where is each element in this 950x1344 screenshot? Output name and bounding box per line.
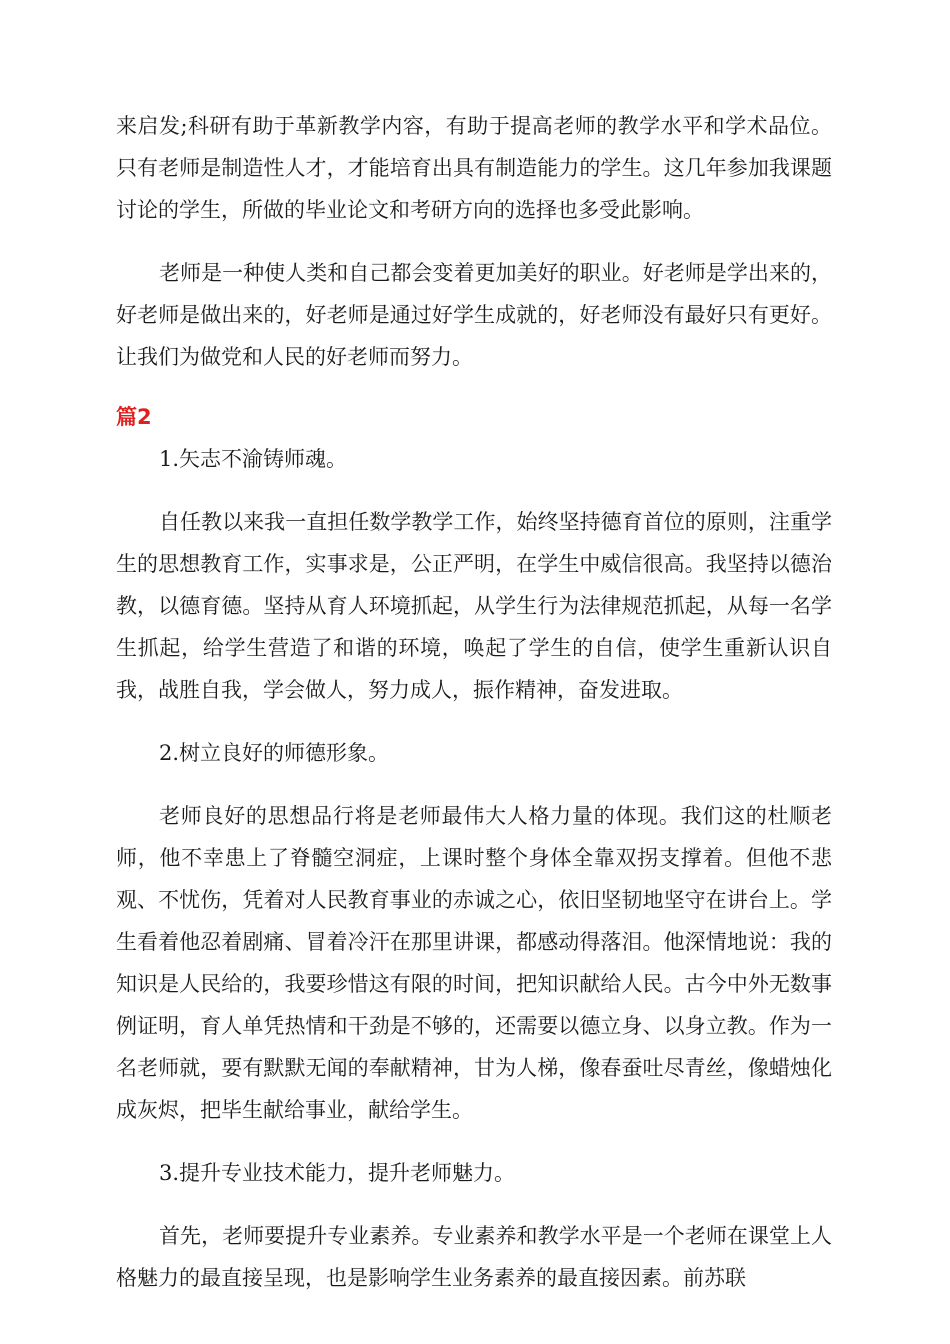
paragraph-research-influence: 来启发;科研有助于革新教学内容，有助于提高老师的教学水平和学术品位。只有老师是制造性人才，才能培育出具有制造能力的学生。这几年参加我课题讨论的学生，所做的毕业论文和考研方向的选择也多受此影响。 xyxy=(116,114,832,222)
paragraph-item-3: 首先，老师要提升专业素养。专业素养和教学水平是一个老师在课堂上人格魅力的最直接呈现，也是影响学生业务素养的最直接因素。前苏联 xyxy=(116,1224,832,1290)
item-2-title: 2.树立良好的师德形象。 xyxy=(159,741,390,765)
section-heading: 篇2 xyxy=(116,405,152,429)
item-1-title: 1.矢志不渝铸师魂。 xyxy=(159,447,348,471)
document-page xyxy=(116,105,832,1299)
item-3-title: 3.提升专业技术能力，提升老师魅力。 xyxy=(159,1161,516,1185)
paragraph-good-teacher: 老师是一种使人类和自己都会变着更加美好的职业。好老师是学出来的，好老师是做出来的，好老师是通过好学生成就的，好老师没有最好只有更好。让我们为做党和人民的好老师而努力。 xyxy=(116,261,832,369)
paragraph-item-1: 自任教以来我一直担任数学教学工作，始终坚持德育首位的原则，注重学生的思想教育工作，实事求是，公正严明，在学生中威信很高。我坚持以德治教，以德育德。坚持从育人环境抓起，从学生行为法律规范抓起，从每一名学生抓起，给学生营造了和谐的环境，唤起了学生的自信，使学生重新认识自我，战胜自我，学会做人，努力成人，振作精神，奋发进取。 xyxy=(116,510,832,702)
paragraph-item-2: 老师良好的思想品行将是老师最伟大人格力量的体现。我们这的杜顺老师，他不幸患上了脊髓空洞症，上课时整个身体全靠双拐支撑着。但他不悲观、不忧伤，凭着对人民教育事业的赤诚之心，依旧坚韧地坚守在讲台上。学生看着他忍着剧痛、冒着冷汗在那里讲课，都感动得落泪。他深情地说：我的知识是人民给的，我要珍惜这有限的时间，把知识献给人民。古今中外无数事例证明，育人单凭热情和干劲是不够的，还需要以德立身、以身立教。作为一名老师就，要有默默无闻的奉献精神，甘为人梯，像春蚕吐尽青丝，像蜡烛化成灰烬，把毕生献给事业，献给学生。 xyxy=(116,804,832,1122)
